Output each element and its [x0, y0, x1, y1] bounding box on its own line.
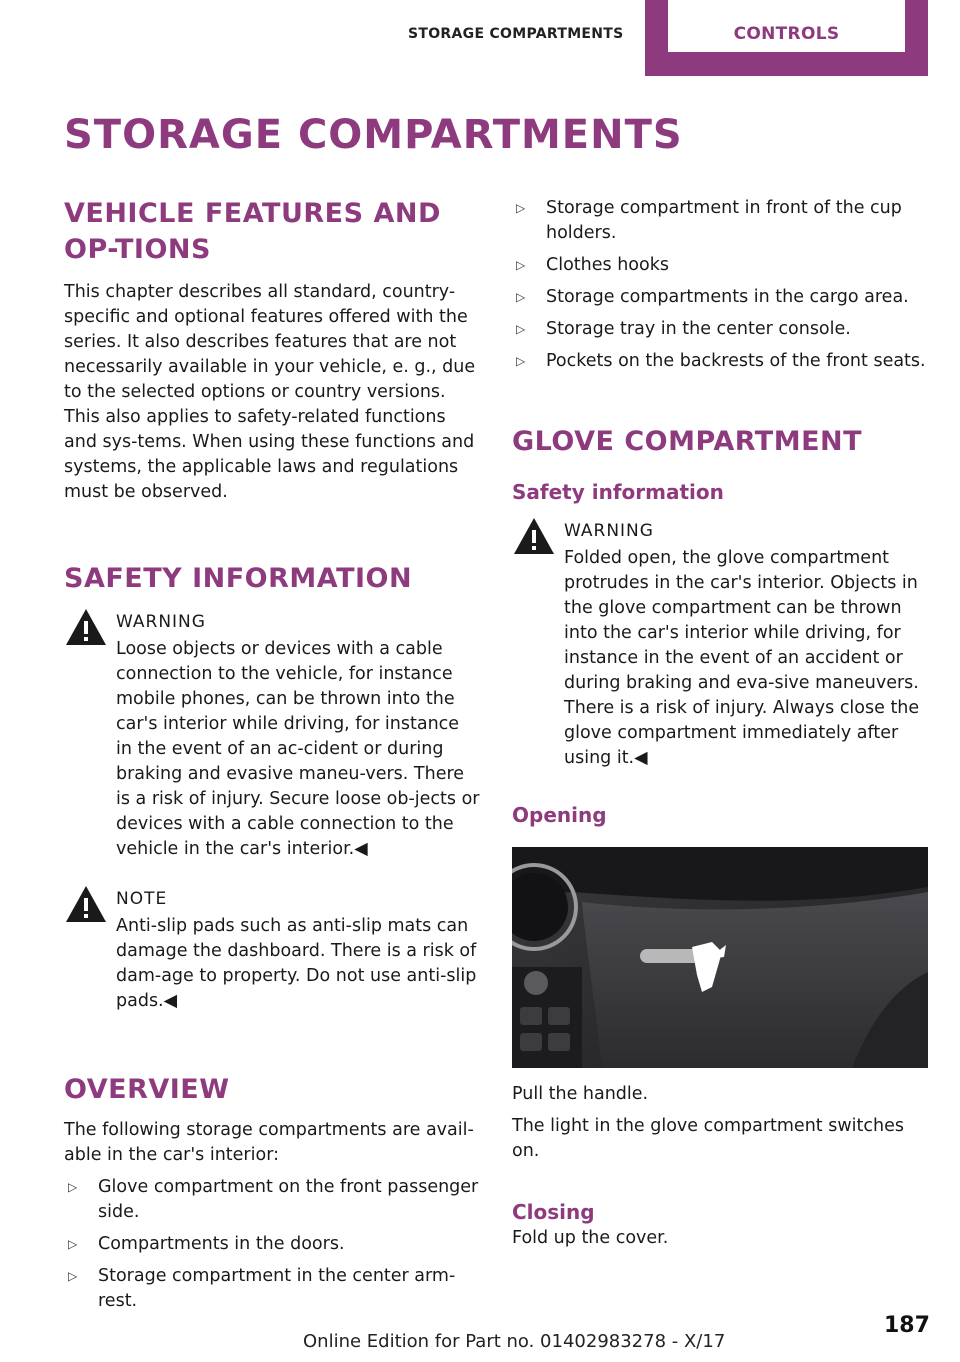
- list-item-text: Glove compartment on the front passenger side.: [98, 1177, 479, 1222]
- glove-compartment-photo: [512, 847, 928, 1068]
- bullet-triangle-icon: ▷: [516, 258, 526, 272]
- header-chapter-tab-inner: [668, 0, 905, 52]
- glove-warning-notice: [512, 516, 930, 771]
- list-item: [64, 1175, 480, 1225]
- vehicle-features-heading: VEHICLE FEATURES AND OP-TIONS: [64, 198, 441, 265]
- list-item: [512, 285, 930, 310]
- bullet-triangle-icon: ▷: [68, 1180, 78, 1194]
- list-item-text: Storage compartment in the center arm-rest.: [98, 1266, 456, 1311]
- bullet-triangle-icon: ▷: [516, 290, 526, 304]
- footer-edition: Online Edition for Part no. 01402983278 - X/17: [303, 1331, 726, 1352]
- vehicle-features-body: This chapter describes all standard, country-specific and optional features offered with the series. It also describes features that are not necessarily available in your vehicle, e. g., due to the selected options or country versions. This also applies to safety-related functions and sys-tems. When using these functions and systems, the applicable laws and regulations must be observed.: [64, 282, 476, 502]
- overview-heading: OVERVIEW: [64, 1074, 230, 1105]
- glove-warning-body-text: Folded open, the glove compartment protrudes in the car's interior. Objects in the glove compartment can be thrown into the car's interior while driving, for instance in the event of an accident or during braking and eva-sive maneuvers. There is a risk of injury. Always close the glove compartment immediately after using it.◀: [564, 548, 920, 768]
- bullet-triangle-icon: ▷: [68, 1237, 78, 1251]
- page-number: 187: [884, 1313, 930, 1338]
- list-item: [512, 349, 930, 374]
- bullet-triangle-icon: ▷: [516, 201, 526, 215]
- page-title: STORAGE COMPARTMENTS: [64, 112, 683, 158]
- note-triangle-icon: [64, 884, 108, 924]
- list-item-text: Compartments in the doors.: [98, 1234, 345, 1254]
- note-notice: [64, 884, 480, 1014]
- bullet-triangle-icon: ▷: [516, 322, 526, 336]
- warning-triangle-icon: [512, 516, 556, 556]
- safety-information-heading: SAFETY INFORMATION: [64, 563, 413, 594]
- opening-heading: Opening: [512, 803, 607, 827]
- glove-warning-title: WARNING: [564, 521, 654, 541]
- bullet-triangle-icon: ▷: [68, 1269, 78, 1283]
- warning-body: [116, 637, 480, 862]
- pull-handle-text: Pull the handle.: [512, 1084, 649, 1104]
- bullet-triangle-icon: ▷: [516, 354, 526, 368]
- overview-list-left: [64, 1175, 480, 1314]
- list-item: [512, 253, 930, 278]
- note-body: [116, 914, 480, 1014]
- closing-heading: Closing: [512, 1200, 595, 1224]
- list-item-text: Storage compartments in the cargo area.: [546, 287, 909, 307]
- list-item-text: Storage compartment in front of the cup holders.: [546, 198, 902, 243]
- overview-intro: The following storage compartments are avail-able in the car's interior:: [64, 1120, 474, 1165]
- glove-compartment-illustration: [512, 847, 928, 1068]
- note-title: NOTE: [116, 889, 168, 909]
- list-item-text: Storage tray in the center console.: [546, 319, 851, 339]
- header-chapter-tab-label: CONTROLS: [733, 24, 840, 44]
- list-item: [64, 1232, 480, 1257]
- glove-compartment-heading: GLOVE COMPARTMENT: [512, 426, 863, 457]
- header-section-label: STORAGE COMPARTMENTS: [408, 26, 624, 42]
- list-item: [512, 317, 930, 342]
- glove-warning-body: [564, 546, 930, 771]
- warning-triangle-icon: [64, 607, 108, 647]
- header-chapter-tab[interactable]: [645, 0, 928, 76]
- warning-notice: [64, 607, 480, 862]
- fold-cover-text: Fold up the cover.: [512, 1228, 669, 1248]
- list-item-text: Pockets on the backrests of the front seats.: [546, 351, 926, 371]
- right-column: [512, 196, 930, 1251]
- warning-title: WARNING: [116, 612, 206, 632]
- list-item: [64, 1264, 480, 1314]
- warning-body-text: Loose objects or devices with a cable connection to the vehicle, for instance mobile phones, can be thrown into the car's interior while driving, for instance in the event of an ac-cident or during braking and evasive maneu-vers. There is a risk of injury. Secure loose ob-jects or devices with a cable connection to the vehicle in the car's interior.◀: [116, 639, 480, 859]
- glove-safety-heading: Safety information: [512, 480, 724, 504]
- overview-list-right: [512, 196, 930, 374]
- list-item: [512, 196, 930, 246]
- note-body-text: Anti-slip pads such as anti-slip mats can damage the dashboard. There is a risk of dam-age to property. Do not use anti-slip pads.◀: [116, 916, 477, 1011]
- list-item-text: Clothes hooks: [546, 255, 669, 275]
- left-column: [64, 196, 480, 1321]
- light-text: The light in the glove compartment switches on.: [512, 1116, 904, 1161]
